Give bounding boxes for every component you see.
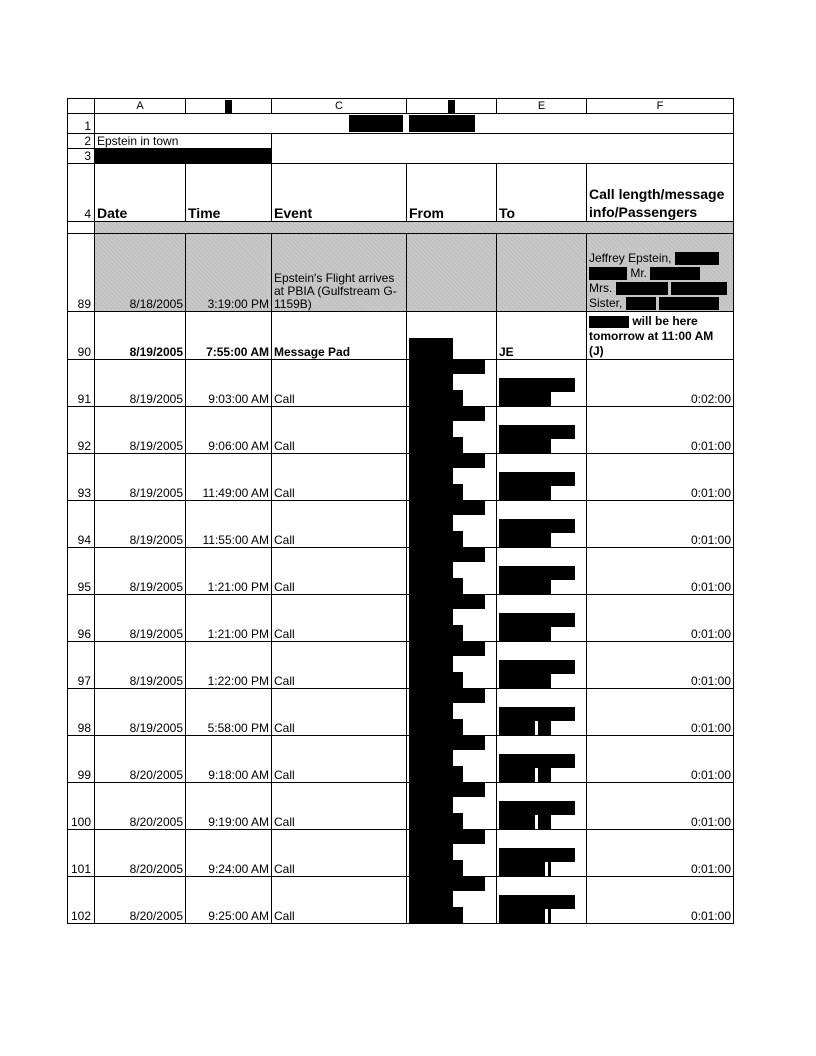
row-number: 102 <box>68 877 95 924</box>
date-cell: 8/20/2005 <box>95 877 186 924</box>
from-cell-redacted <box>407 360 497 407</box>
time-cell: 9:19:00 AM <box>186 783 272 830</box>
event-cell: Call <box>272 830 407 877</box>
to-cell-redacted <box>497 830 587 877</box>
event-cell: Call <box>272 501 407 548</box>
column-header-c: C <box>272 99 407 114</box>
to-cell-redacted <box>497 877 587 924</box>
row-number: 96 <box>68 595 95 642</box>
from-cell-redacted <box>407 877 497 924</box>
row-number: 100 <box>68 783 95 830</box>
from-cell-redacted <box>407 595 497 642</box>
passenger-2: Mr. <box>630 266 648 280</box>
event-cell: Call <box>272 360 407 407</box>
header-time: Time <box>186 164 272 222</box>
to-cell-redacted <box>497 454 587 501</box>
table-row <box>68 454 734 501</box>
event-cell: Call <box>272 454 407 501</box>
header-from: From <box>407 164 497 222</box>
length-cell: 0:02:00 <box>587 360 734 407</box>
corner-cell <box>68 99 95 114</box>
gap-row <box>68 222 734 234</box>
to-cell-redacted <box>497 736 587 783</box>
message-line-1: will be here <box>632 314 698 328</box>
row-number: 98 <box>68 689 95 736</box>
row-number: 101 <box>68 830 95 877</box>
time-cell: 1:22:00 PM <box>186 642 272 689</box>
time-cell: 7:55:00 AM <box>186 312 272 360</box>
to-cell-redacted <box>497 642 587 689</box>
from-cell-redacted <box>407 501 497 548</box>
gap-cell <box>68 222 95 234</box>
row-number: 2 <box>68 134 95 149</box>
date-cell: 8/19/2005 <box>95 595 186 642</box>
time-cell: 9:24:00 AM <box>186 830 272 877</box>
from-cell-redacted <box>407 407 497 454</box>
date-cell: 8/19/2005 <box>95 407 186 454</box>
event-cell: Call <box>272 642 407 689</box>
table-row <box>68 548 734 595</box>
time-cell: 9:06:00 AM <box>186 407 272 454</box>
length-cell: 0:01:00 <box>587 877 734 924</box>
time-cell: 3:19:00 PM <box>186 234 272 312</box>
legend-redacted <box>95 149 272 164</box>
row-2 <box>68 134 734 149</box>
from-cell-redacted <box>407 830 497 877</box>
spreadsheet-page <box>67 98 733 924</box>
table-row <box>68 595 734 642</box>
table-row <box>68 642 734 689</box>
from-cell-redacted <box>407 642 497 689</box>
time-cell: 9:18:00 AM <box>186 736 272 783</box>
event-cell: Epstein's Flight arrives at PBIA (Gulfstream G-1159B) <box>272 234 407 312</box>
date-cell: 8/19/2005 <box>95 689 186 736</box>
row-number: 92 <box>68 407 95 454</box>
to-cell-redacted <box>497 501 587 548</box>
time-cell: 11:49:00 AM <box>186 454 272 501</box>
event-cell: Call <box>272 783 407 830</box>
date-cell: 8/20/2005 <box>95 736 186 783</box>
from-cell-redacted <box>407 783 497 830</box>
row-number: 1 <box>68 114 95 134</box>
message-line-3: (J) <box>589 344 604 358</box>
row-1 <box>68 114 734 134</box>
event-cell: Call <box>272 877 407 924</box>
from-cell-redacted <box>407 736 497 783</box>
call-log-table <box>67 98 734 924</box>
event-cell: Call <box>272 548 407 595</box>
date-cell: 8/20/2005 <box>95 830 186 877</box>
date-cell: 8/18/2005 <box>95 234 186 312</box>
event-cell: Call <box>272 595 407 642</box>
time-cell: 1:21:00 PM <box>186 548 272 595</box>
header-event: Event <box>272 164 407 222</box>
to-cell-redacted <box>497 360 587 407</box>
date-cell: 8/19/2005 <box>95 548 186 595</box>
table-row <box>68 877 734 924</box>
length-cell: 0:01:00 <box>587 595 734 642</box>
to-cell-redacted <box>497 407 587 454</box>
table-row <box>68 783 734 830</box>
row-number: 93 <box>68 454 95 501</box>
length-cell: 0:01:00 <box>587 501 734 548</box>
passenger-4: Sister, <box>589 296 623 310</box>
to-cell <box>497 234 587 312</box>
column-header-row <box>68 99 734 114</box>
passenger-1: Jeffrey Epstein, <box>589 251 672 265</box>
length-cell: 0:01:00 <box>587 642 734 689</box>
time-cell: 9:25:00 AM <box>186 877 272 924</box>
row-number: 4 <box>68 164 95 222</box>
row-number: 97 <box>68 642 95 689</box>
length-cell: 0:01:00 <box>587 454 734 501</box>
event-cell: Call <box>272 407 407 454</box>
length-cell: 0:01:00 <box>587 830 734 877</box>
from-cell-redacted <box>407 689 497 736</box>
row-number: 91 <box>68 360 95 407</box>
time-cell: 5:58:00 PM <box>186 689 272 736</box>
column-header-a: A <box>95 99 186 114</box>
table-row <box>68 736 734 783</box>
column-header-e: E <box>497 99 587 114</box>
row-number: 90 <box>68 312 95 360</box>
column-header-b-redacted <box>186 99 272 114</box>
table-row <box>68 501 734 548</box>
header-date: Date <box>95 164 186 222</box>
date-cell: 8/19/2005 <box>95 360 186 407</box>
row-number: 95 <box>68 548 95 595</box>
event-cell: Call <box>272 736 407 783</box>
length-cell: 0:01:00 <box>587 689 734 736</box>
row-89 <box>68 234 734 312</box>
header-to: To <box>497 164 587 222</box>
table-row <box>68 830 734 877</box>
gap-shade <box>95 222 734 234</box>
time-cell: 9:03:00 AM <box>186 360 272 407</box>
length-cell: 0:01:00 <box>587 736 734 783</box>
from-cell-redacted <box>407 454 497 501</box>
row-number: 99 <box>68 736 95 783</box>
to-cell-redacted <box>497 783 587 830</box>
message-cell <box>587 312 734 360</box>
length-cell: 0:01:00 <box>587 783 734 830</box>
passengers-cell <box>587 234 734 312</box>
header-row <box>68 164 734 222</box>
date-cell: 8/20/2005 <box>95 783 186 830</box>
table-row <box>68 407 734 454</box>
to-cell-redacted <box>497 595 587 642</box>
time-cell: 1:21:00 PM <box>186 595 272 642</box>
to-cell: JE <box>497 312 587 360</box>
date-cell: 8/19/2005 <box>95 642 186 689</box>
passenger-3: Mrs. <box>589 281 613 295</box>
legend-epstein-in-town: Epstein in town <box>95 134 272 149</box>
legend-blank <box>272 134 734 164</box>
date-cell: 8/19/2005 <box>95 501 186 548</box>
row-number: 89 <box>68 234 95 312</box>
table-row <box>68 360 734 407</box>
length-cell: 0:01:00 <box>587 407 734 454</box>
row-number: 94 <box>68 501 95 548</box>
from-cell <box>407 234 497 312</box>
event-cell: Message Pad <box>272 312 407 360</box>
event-cell: Call <box>272 689 407 736</box>
row-number: 3 <box>68 149 95 164</box>
title-redacted <box>95 114 734 134</box>
length-cell: 0:01:00 <box>587 548 734 595</box>
to-cell-redacted <box>497 548 587 595</box>
time-cell: 11:55:00 AM <box>186 501 272 548</box>
table-row <box>68 689 734 736</box>
row-90 <box>68 312 734 360</box>
column-header-f: F <box>587 99 734 114</box>
from-cell-redacted <box>407 548 497 595</box>
date-cell: 8/19/2005 <box>95 312 186 360</box>
from-cell-redacted <box>407 312 497 360</box>
header-info: Call length/message info/Passengers <box>587 164 734 222</box>
message-line-2: tomorrow at 11:00 AM <box>589 329 714 343</box>
to-cell-redacted <box>497 689 587 736</box>
column-header-d-redacted <box>407 99 497 114</box>
date-cell: 8/19/2005 <box>95 454 186 501</box>
